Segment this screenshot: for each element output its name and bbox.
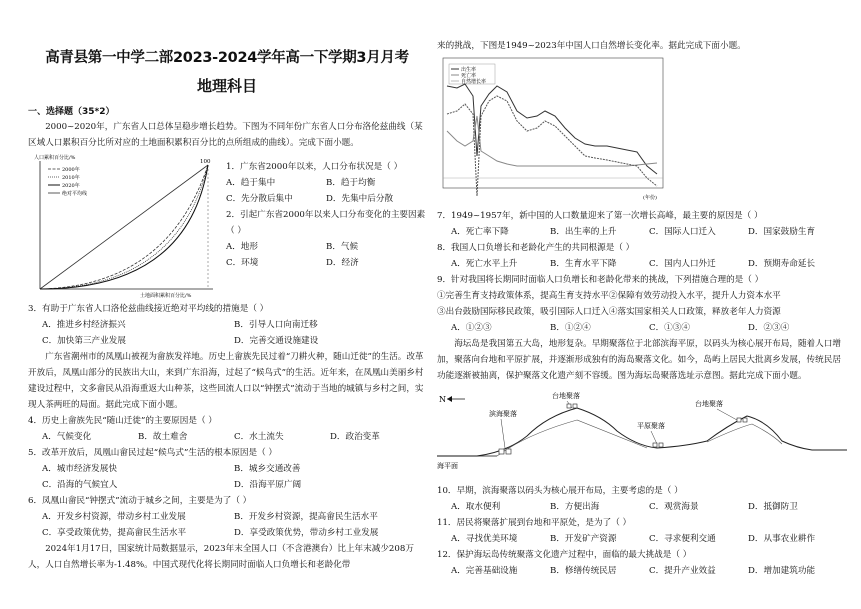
q9-stem: 9．针对我国将长期同时面临人口负增长和老龄化带来的挑战，下列措施合理的是（ ） bbox=[437, 275, 764, 285]
q5-option-a[interactable]: A．城市经济发展快 bbox=[42, 464, 117, 474]
q10-option-c[interactable]: C．观赏海景 bbox=[649, 502, 699, 512]
q10-stem: 10．早期，滨海聚落以码头为核心展开布局，主要考虑的是（ ） bbox=[437, 486, 683, 496]
house-icons bbox=[499, 404, 747, 454]
q2-option-a[interactable]: A．地形 bbox=[226, 242, 258, 252]
terrain-layer-1 bbox=[497, 420, 647, 456]
plain-settlement-pointer bbox=[651, 431, 657, 444]
q6-option-c[interactable]: C．享受政策优势，提高畲民生活水平 bbox=[42, 528, 187, 538]
passage-3-continued: 来的挑战，下图是1949~2023年中国人口自然增长变化率。据此完成下面小题。 bbox=[437, 41, 746, 51]
fig1-ylabel: 人口累积百分比/% bbox=[34, 155, 76, 161]
coastal-settlement-label: 滨海聚落 bbox=[489, 410, 517, 418]
legend-equality: 绝对平均线 bbox=[62, 191, 88, 197]
q4-option-c[interactable]: C．水土流失 bbox=[234, 432, 284, 442]
passage-4: 海坛岛是我国第五大岛，地形复杂。早期聚落位于北部滨海平原，以码头为核心展开布局，随着人口增加，聚落向台地和平原扩展，并逐渐形成独有的海岛聚落文化。如今，岛屿上居民大批离乡发展，传统民居功能逐渐被抽离，保护聚落文化遗产刻不容缓。图为海坛岛聚落选址示意图。据此完成下面小题。 bbox=[437, 339, 841, 381]
q7-stem: 7．1949~1957年，新中国的人口数量迎来了第一次增长高峰，最主要的原因是（ ） bbox=[437, 211, 763, 221]
q3-option-a[interactable]: A．推进乡村经济振兴 bbox=[42, 320, 126, 330]
q9-option-a[interactable]: A．①②③ bbox=[451, 323, 492, 333]
north-arrowhead-icon bbox=[447, 396, 452, 402]
chart2-unit: (年份) bbox=[643, 195, 657, 201]
q7-option-b[interactable]: B．出生率的上升 bbox=[550, 227, 617, 237]
q10-option-a[interactable]: A．取水便利 bbox=[451, 502, 501, 512]
fig1-tick-top: 100 bbox=[200, 159, 211, 165]
exam-subtitle: 地理科目 bbox=[196, 77, 257, 95]
q8-option-d[interactable]: D．预期寿命延长 bbox=[748, 259, 816, 269]
chart2-legend bbox=[449, 64, 495, 85]
q2-option-b[interactable]: B．气候 bbox=[326, 242, 359, 252]
q9-statements-2: ③出台鼓励国际移民政策，吸引国际人口迁入④落实国家相关人口政策，释放老年人力资源 bbox=[437, 307, 781, 317]
settlement-diagram bbox=[437, 386, 847, 481]
q2-stem: 2．引起广东省2000年以来人口分布变化的主要因素（ ） bbox=[226, 210, 426, 236]
q10-option-d[interactable]: D．抵御防卫 bbox=[748, 502, 798, 512]
fig1-legend bbox=[48, 166, 87, 197]
q1-stem: 1．广东省2000年以来，人口分布状况是（ ） bbox=[226, 162, 403, 172]
figure-1-block bbox=[28, 151, 426, 301]
q4-option-a[interactable]: A．气候变化 bbox=[42, 432, 92, 442]
q3-option-b[interactable]: B．引导人口向南迁移 bbox=[234, 320, 318, 330]
q4-option-d[interactable]: D．政治变革 bbox=[330, 432, 380, 442]
q11-stem: 11．居民将聚落扩展到台地和平原处，是为了（ ） bbox=[437, 518, 632, 528]
passage-2: 广东省潮州市的凤凰山被视为畲族发祥地。历史上畲族先民过着“刀耕火种，随山迁徙”的生活。改革开放后，凤凰山部分的民族出大山，来到广东沿海，过起了“候鸟式”的生活。近年来，在凤凰山美丽乡村建设过程中，文多畲民从沿海重返大山种茶，这些回流人口以“钟摆式”流动于当地的城镇与乡村之间，实现人茶两旺的局面。据此完成下面小题。 bbox=[28, 352, 424, 410]
q1-option-a[interactable]: A．趋于集中 bbox=[226, 178, 276, 188]
q4-option-b[interactable]: B．故土难舍 bbox=[138, 432, 188, 442]
sea-level-label: 海平面 bbox=[437, 462, 458, 470]
q1-option-b[interactable]: B．趋于均衡 bbox=[326, 178, 376, 188]
q8-option-c[interactable]: C．国内人口外迁 bbox=[649, 259, 716, 269]
q12-option-c[interactable]: C．提升产业效益 bbox=[649, 566, 716, 576]
population-rate-chart bbox=[437, 56, 667, 204]
terrace-settlement-pointer-2 bbox=[717, 409, 737, 420]
q11-option-c[interactable]: C．寻求便利交通 bbox=[649, 534, 716, 544]
legend-death-rate: 死亡率 bbox=[461, 73, 477, 79]
passage-1: 2000~2020年，广东省人口总体呈稳步增长趋势。下图为不同年份广东省人口分布洛伦兹曲线（某区域人口累积百分比所对应的土地面积累积百分比的点所组成的曲线）。完成下面小题。 bbox=[28, 122, 423, 148]
q9-option-b[interactable]: B．①②④ bbox=[550, 323, 591, 333]
legend-2020: 2020年 bbox=[62, 183, 80, 189]
q9-option-d[interactable]: D．②③④ bbox=[748, 323, 790, 333]
passage-3: 2024年1月17日，国家统计局数据显示，2023年末全国人口（不含港澳台）比上年末减少208万人，人口自然增长率为-1.48%。中国式现代化将长期同时面临人口负增长和老龄化带 bbox=[28, 544, 414, 570]
q5-option-d[interactable]: D．沿海平原广阔 bbox=[234, 480, 302, 490]
q3-option-d[interactable]: D．完善交通设施建设 bbox=[234, 336, 319, 346]
q6-stem: 6．凤凰山畲民“钟摆式”流动于城乡之间，主要是为了（ ） bbox=[28, 496, 252, 506]
terrain-layer-2 bbox=[707, 424, 782, 444]
q3-option-c[interactable]: C．加快第三产业发展 bbox=[42, 336, 126, 346]
plain-settlement-label: 平原聚落 bbox=[637, 422, 665, 430]
q9-statements-1: ①完善生育支持政策体系，提高生育支持水平②保障有效劳动投入水平，提升人力资本水平 bbox=[437, 291, 781, 301]
q8-option-a[interactable]: A．死亡水平上升 bbox=[451, 259, 518, 269]
q1-option-c[interactable]: C．先分散后集中 bbox=[226, 194, 293, 204]
legend-2010: 2010年 bbox=[62, 175, 80, 181]
q6-option-b[interactable]: B．开发乡村资源，提高畲民生活水平 bbox=[234, 512, 378, 522]
q12-option-b[interactable]: B．修缮传统民居 bbox=[550, 566, 617, 576]
q7-option-a[interactable]: A．死亡率下降 bbox=[451, 227, 509, 237]
q4-stem: 4．历史上畲族先民“随山迁徙”的主要原因是（ ） bbox=[28, 416, 217, 426]
questions-1-2 bbox=[226, 159, 426, 271]
coastal-settlement-pointer bbox=[501, 419, 505, 448]
q12-option-d[interactable]: D．增加建筑功能 bbox=[748, 566, 816, 576]
q12-option-a[interactable]: A．完善基础设施 bbox=[451, 566, 518, 576]
q2-option-d[interactable]: D．经济 bbox=[326, 258, 359, 268]
q8-stem: 8．我国人口负增长和老龄化产生的共同根源是（ ） bbox=[437, 243, 635, 253]
q7-option-d[interactable]: D．国家鼓励生育 bbox=[748, 227, 816, 237]
q5-option-b[interactable]: B．城乡交通改善 bbox=[234, 464, 301, 474]
q11-option-d[interactable]: D．从事农业耕作 bbox=[748, 534, 816, 544]
terrace-settlement-label-1: 台地聚落 bbox=[552, 392, 580, 400]
north-label: N bbox=[439, 395, 446, 404]
section-heading: 一、选择题（35*2） bbox=[28, 107, 115, 117]
right-column bbox=[437, 38, 847, 579]
lorenz-curve-figure bbox=[28, 151, 228, 301]
terrace-settlement-label-2: 台地聚落 bbox=[695, 400, 723, 408]
q3-stem: 3．有助于广东省人口洛伦兹曲线接近绝对平均线的措施是（ ） bbox=[28, 304, 269, 314]
q1-option-d[interactable]: D．先集中后分散 bbox=[326, 194, 394, 204]
q5-option-c[interactable]: C．沿海的气候宜人 bbox=[42, 480, 118, 490]
q11-option-a[interactable]: A．寻找优美环境 bbox=[451, 534, 518, 544]
natural-growth-line bbox=[447, 96, 657, 196]
q6-option-a[interactable]: A．开发乡村资源，带动乡村工业发展 bbox=[42, 512, 186, 522]
q6-option-d[interactable]: D．享受政策优势，带动乡村工业发展 bbox=[234, 528, 379, 538]
q11-option-b[interactable]: B．开发矿产资源 bbox=[550, 534, 617, 544]
q5-stem: 5．改革开放后，凤凰山畲民过起“候鸟式”生活的根本原因是（ ） bbox=[28, 448, 278, 458]
q12-stem: 12．保护海坛岛传统聚落文化遗产过程中，面临的最大挑战是（ ） bbox=[437, 550, 692, 560]
q8-option-b[interactable]: B．生育水平下降 bbox=[550, 259, 617, 269]
exam-title: 高青县第一中学二部2023-2024学年高一下学期3月月考 bbox=[45, 50, 409, 66]
legend-natural-growth: 自然增长率 bbox=[461, 79, 487, 85]
q9-option-c[interactable]: C．①③④ bbox=[649, 323, 690, 333]
q10-option-b[interactable]: B．方便出海 bbox=[550, 502, 600, 512]
q2-option-c[interactable]: C．环境 bbox=[226, 258, 259, 268]
fig1-xlabel: 土地面积累积百分比/% bbox=[140, 293, 192, 299]
q7-option-c[interactable]: C．国际人口迁入 bbox=[649, 227, 716, 237]
legend-birth-rate: 出生率 bbox=[461, 67, 477, 73]
legend-2000: 2000年 bbox=[62, 167, 80, 173]
left-column bbox=[28, 38, 426, 573]
